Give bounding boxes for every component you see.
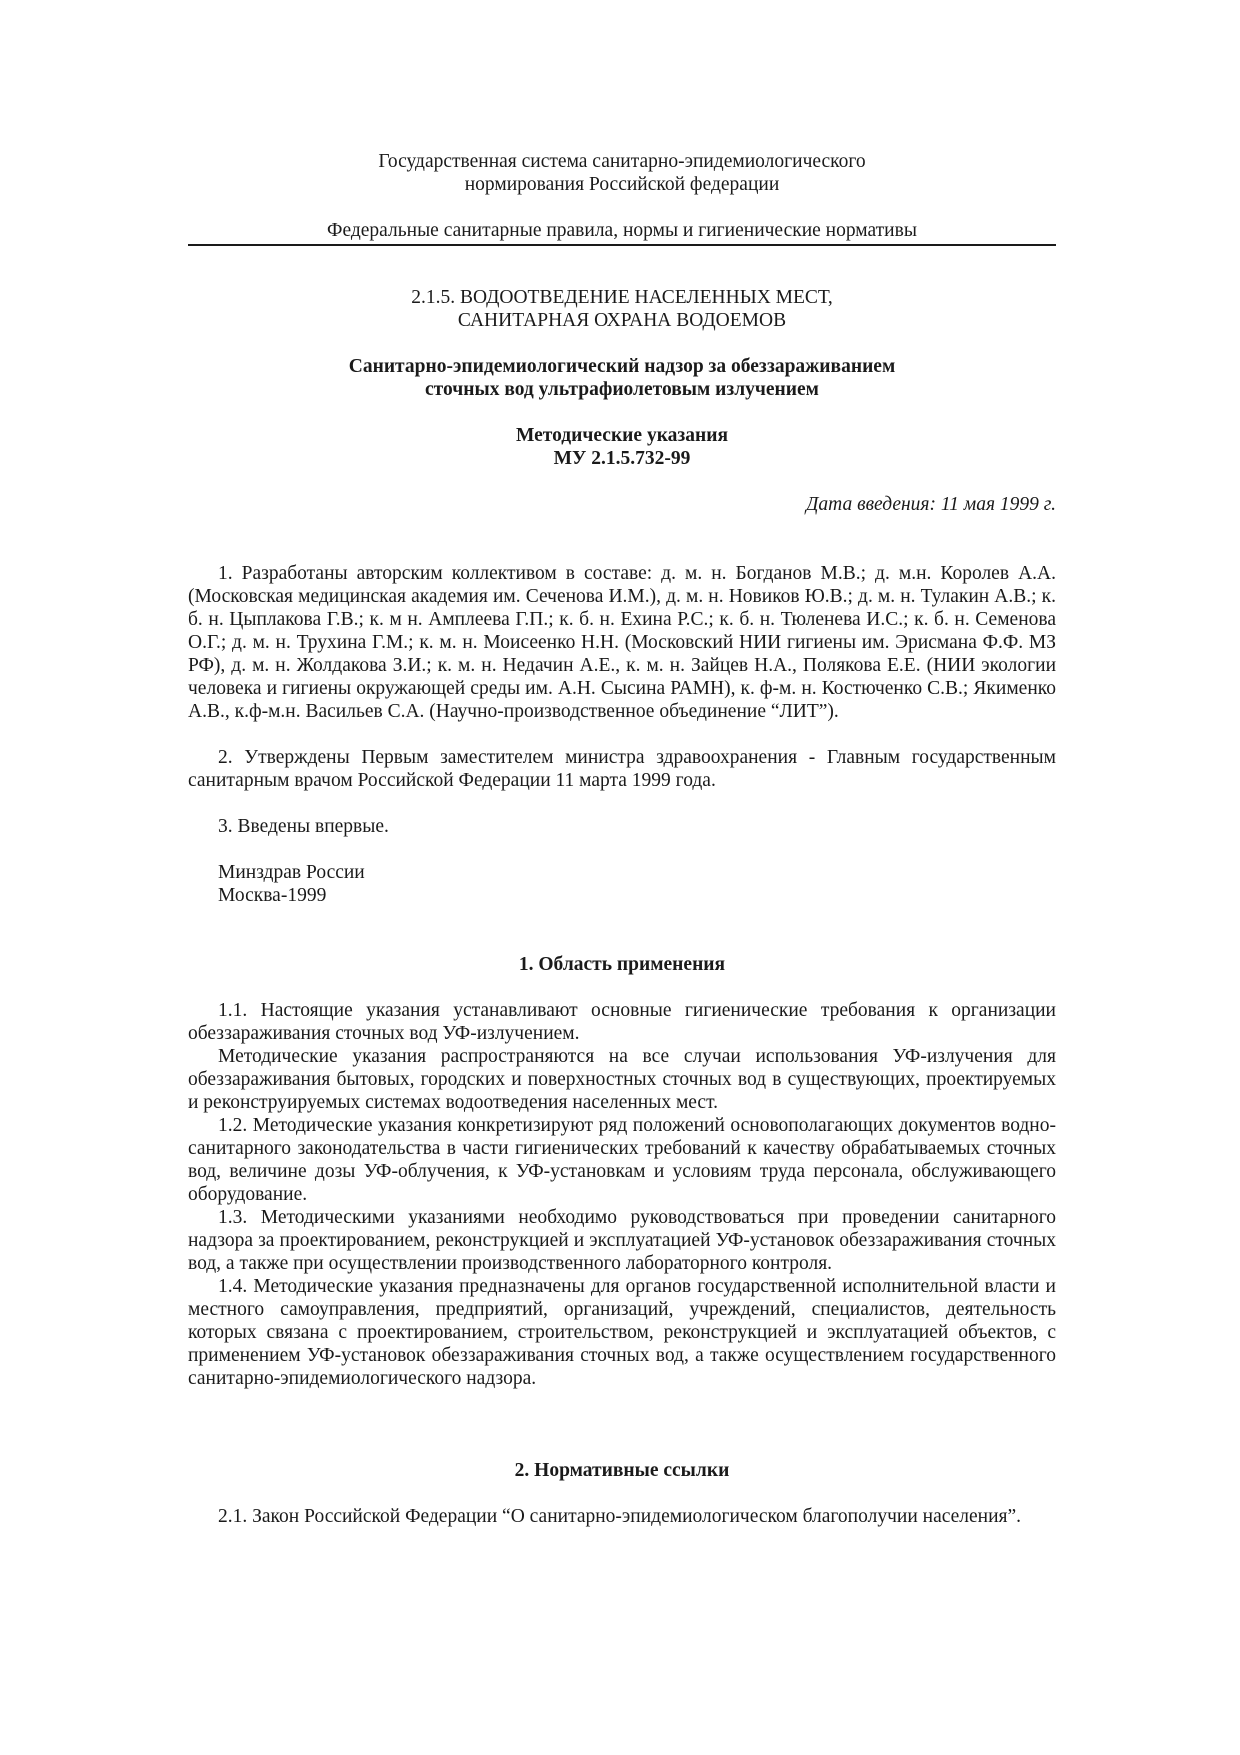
section-1-paragraph-4: 1.3. Методическими указаниями необходимо руководствоваться при проведении санитарного надзора за проектированием, реконструкцией и эксплуатацией УФ-установок обеззараживания сточных вод, а также при осуществлении производственного лабораторного контроля. — [188, 1207, 1056, 1274]
subject-title-line-2: сточных вод ультрафиолетовым излучением — [425, 379, 819, 400]
header-block — [188, 150, 1056, 246]
section-1-paragraph-1: 1.1. Настоящие указания устанавливают основные гигиенические требования к организации обеззараживания сточных вод УФ-излучением. — [188, 1000, 1056, 1044]
header-line-3: Федеральные санитарные правила, нормы и гигиенические нормативы — [188, 219, 1056, 246]
intro-paragraph-approved: 2. Утверждены Первым заместителем министра здравоохранения - Главным государственным санитарным врачом Российской Федерации 11 марта 1999 года. — [188, 747, 1056, 791]
intro-paragraph-authors: 1. Разработаны авторским коллективом в составе: д. м. н. Богданов М.В.; д. м.н. Королев А.А. (Московская медицинская академия им. Сеченова И.М.), д. м. н. Новиков Ю.В.; д. м. н. Тулакин А.В.; к. б. н. Цыплакова Г.В.; к. м н. Амплеева Г.П.; к. б. н. Ехина Р.С.; к. б. н. Тюленева И.С.; к. б. н. Семенова О.Г.; д. м. н. Трухина Г.М.; к. м. н. Моисеенко Н.Н. (Московский НИИ гигиены им. Эрисмана Ф.Ф. МЗ РФ), д. м. н. Жолдакова З.И.; к. м. н. Недачин А.Е., к. м. н. Зайцев Н.А., Полякова Е.Е. (НИИ экологии человека и гигиены окружающей среды им. А.Н. Сысина РАМН), к. ф-м. н. Костюченко С.В.; Якименко А.В., к.ф-м.н. Васильев С.А. (Научно-производственное объединение “ЛИТ”). — [188, 563, 1056, 722]
section-2-paragraph-1: 2.1. Закон Российской Федерации “О санитарно-эпидемиологическом благополучии населения”. — [218, 1506, 1022, 1527]
publication-city-year: Москва-1999 — [218, 885, 327, 906]
intro-paragraph-first: 3. Введены впервые. — [218, 816, 389, 837]
publisher: Минздрав России — [218, 862, 365, 883]
header-line-1: Государственная система санитарно-эпидемиологического — [378, 151, 866, 172]
section-1-paragraph-3: 1.2. Методические указания конкретизируют ряд положений основополагающих документов водно-санитарного законодательства в части гигиенических требований к качеству обрабатываемых сточных вод, величине дозы УФ-облучения, к УФ-установкам и условиям труда персонала, обслуживающего оборудование. — [188, 1115, 1056, 1205]
header-line-2: нормирования Российской федерации — [464, 174, 780, 195]
section-title-line-2: САНИТАРНАЯ ОХРАНА ВОДОЕМОВ — [457, 310, 787, 331]
section-2-heading: 2. Нормативные ссылки — [514, 1460, 730, 1481]
doc-code: МУ 2.1.5.732-99 — [553, 448, 691, 469]
introduction-date: Дата введения: 11 мая 1999 г. — [806, 494, 1056, 515]
subject-title-line-1: Санитарно-эпидемиологический надзор за обеззараживанием — [348, 356, 896, 377]
title-block — [188, 286, 1056, 470]
section-1-heading: 1. Область применения — [518, 954, 726, 975]
section-1-paragraph-2: Методические указания распространяются на все случаи использования УФ-излучения для обеззараживания бытовых, городских и поверхностных сточных вод в существующих, проектируемых и реконструируемых системах водоотведения населенных мест. — [188, 1046, 1056, 1113]
doc-type: Методические указания — [515, 425, 728, 446]
section-1-paragraph-5: 1.4. Методические указания предназначены для органов государственной исполнительной власти и местного самоуправления, предприятий, организаций, учреждений, специалистов, деятельность которых связана с проектированием, строительством, реконструкцией и эксплуатацией объектов, с применением УФ-установок обеззараживания сточных вод, а также осуществлением государственного санитарно-эпидемиологического надзора. — [188, 1276, 1056, 1389]
section-title-line-1: 2.1.5. ВОДООТВЕДЕНИЕ НАСЕЛЕННЫХ МЕСТ, — [411, 287, 833, 308]
document-page — [188, 150, 1056, 1528]
